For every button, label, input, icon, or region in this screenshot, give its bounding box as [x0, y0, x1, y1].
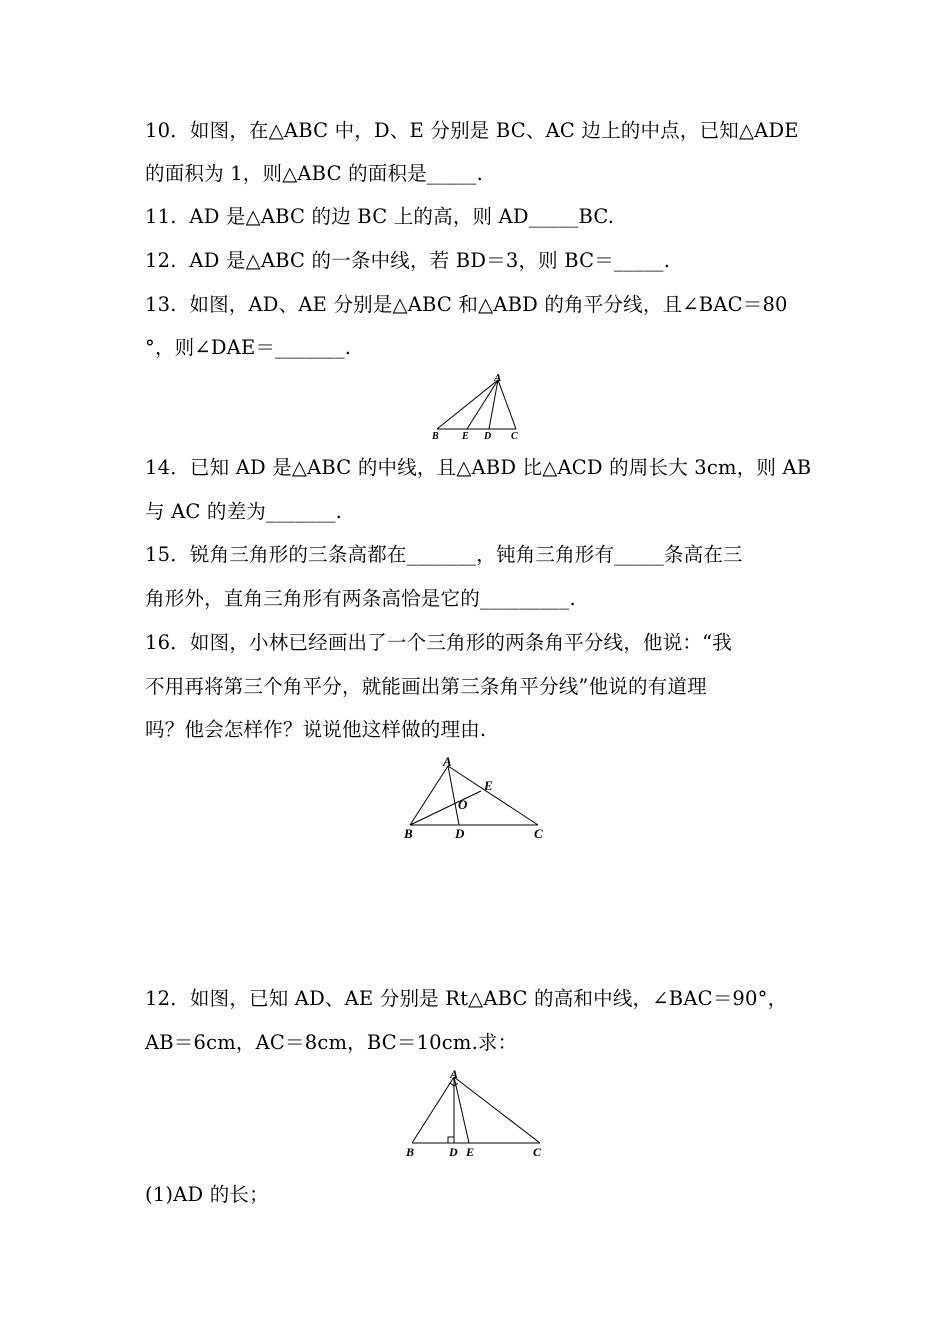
label-e: E — [484, 778, 493, 793]
segment-ac — [448, 766, 538, 825]
line-q13-a: 13. 如图，AD、AE 分别是△ABC 和△ABD 的角平分线，且∠BAC＝80 — [145, 293, 788, 316]
label-a: A — [494, 372, 502, 384]
line-q16-c: 吗？他会怎样作？说说他这样做的理由. — [145, 718, 487, 741]
line-q14-b: 与 AC 的差为_______. — [145, 500, 343, 523]
right-angle-mark-d — [448, 1137, 454, 1143]
line-p12-a: 12．如图，已知 AD、AE 分别是 Rt△ABC 的高和中线，∠BAC＝90°， — [145, 987, 788, 1010]
label-b: B — [406, 1145, 415, 1159]
line-q11: 11. AD 是△ABC 的边 BC 上的高，则 AD_____BC. — [145, 205, 615, 228]
figure-p12 — [400, 1065, 550, 1160]
line-p12-q1: (1)AD 的长； — [145, 1183, 269, 1206]
line-p12-b: AB＝6cm，AC＝8cm，BC＝10cm.求： — [145, 1031, 518, 1054]
label-c: C — [533, 1145, 542, 1159]
line-q14-a: 14．已知 AD 是△ABC 的中线，且△ABD 比△ACD 的周长大 3cm，则 AB — [145, 456, 812, 479]
line-q16-b: 不用再将第三个角平分，就能画出第三条角平分线”他说的有道理 — [145, 675, 707, 698]
label-e: E — [466, 1145, 475, 1159]
segment-ac — [498, 380, 516, 429]
line-q15-b: 角形外，直角三角形有两条高恰是它的_________. — [145, 587, 576, 610]
label-c: C — [534, 826, 543, 841]
line-q10-b: 的面积为 1，则△ABC 的面积是_____. — [145, 162, 484, 185]
line-q16-a: 16．如图，小林已经画出了一个三角形的两条角平分线，他说：“我 — [145, 631, 732, 654]
label-b: B — [432, 431, 439, 442]
label-a: A — [443, 754, 452, 769]
label-d: D — [484, 431, 492, 442]
segment-ab — [437, 380, 498, 429]
segment-ad — [448, 766, 459, 825]
line-q12: 12. AD 是△ABC 的一条中线，若 BD＝3，则 BC＝_____. — [145, 249, 671, 272]
label-d: D — [455, 826, 465, 841]
line-q15-a: 15．锐角三角形的三条高都在_______，钝角三角形有_____条高在三 — [145, 543, 743, 566]
label-e: E — [462, 431, 469, 442]
label-d: D — [449, 1145, 458, 1159]
label-a: A — [450, 1067, 459, 1081]
label-b: B — [404, 826, 413, 841]
line-q10-a: 10．如图，在△ABC 中，D、E 分别是 BC、AC 边上的中点，已知△ADE — [145, 119, 799, 142]
line-q13-b: °，则∠DAE＝_______. — [145, 336, 352, 359]
label-c: C — [511, 431, 518, 442]
segment-ab — [412, 1077, 454, 1143]
figure-q16 — [398, 752, 558, 844]
figure-q13 — [425, 370, 530, 442]
label-o: O — [458, 797, 468, 812]
